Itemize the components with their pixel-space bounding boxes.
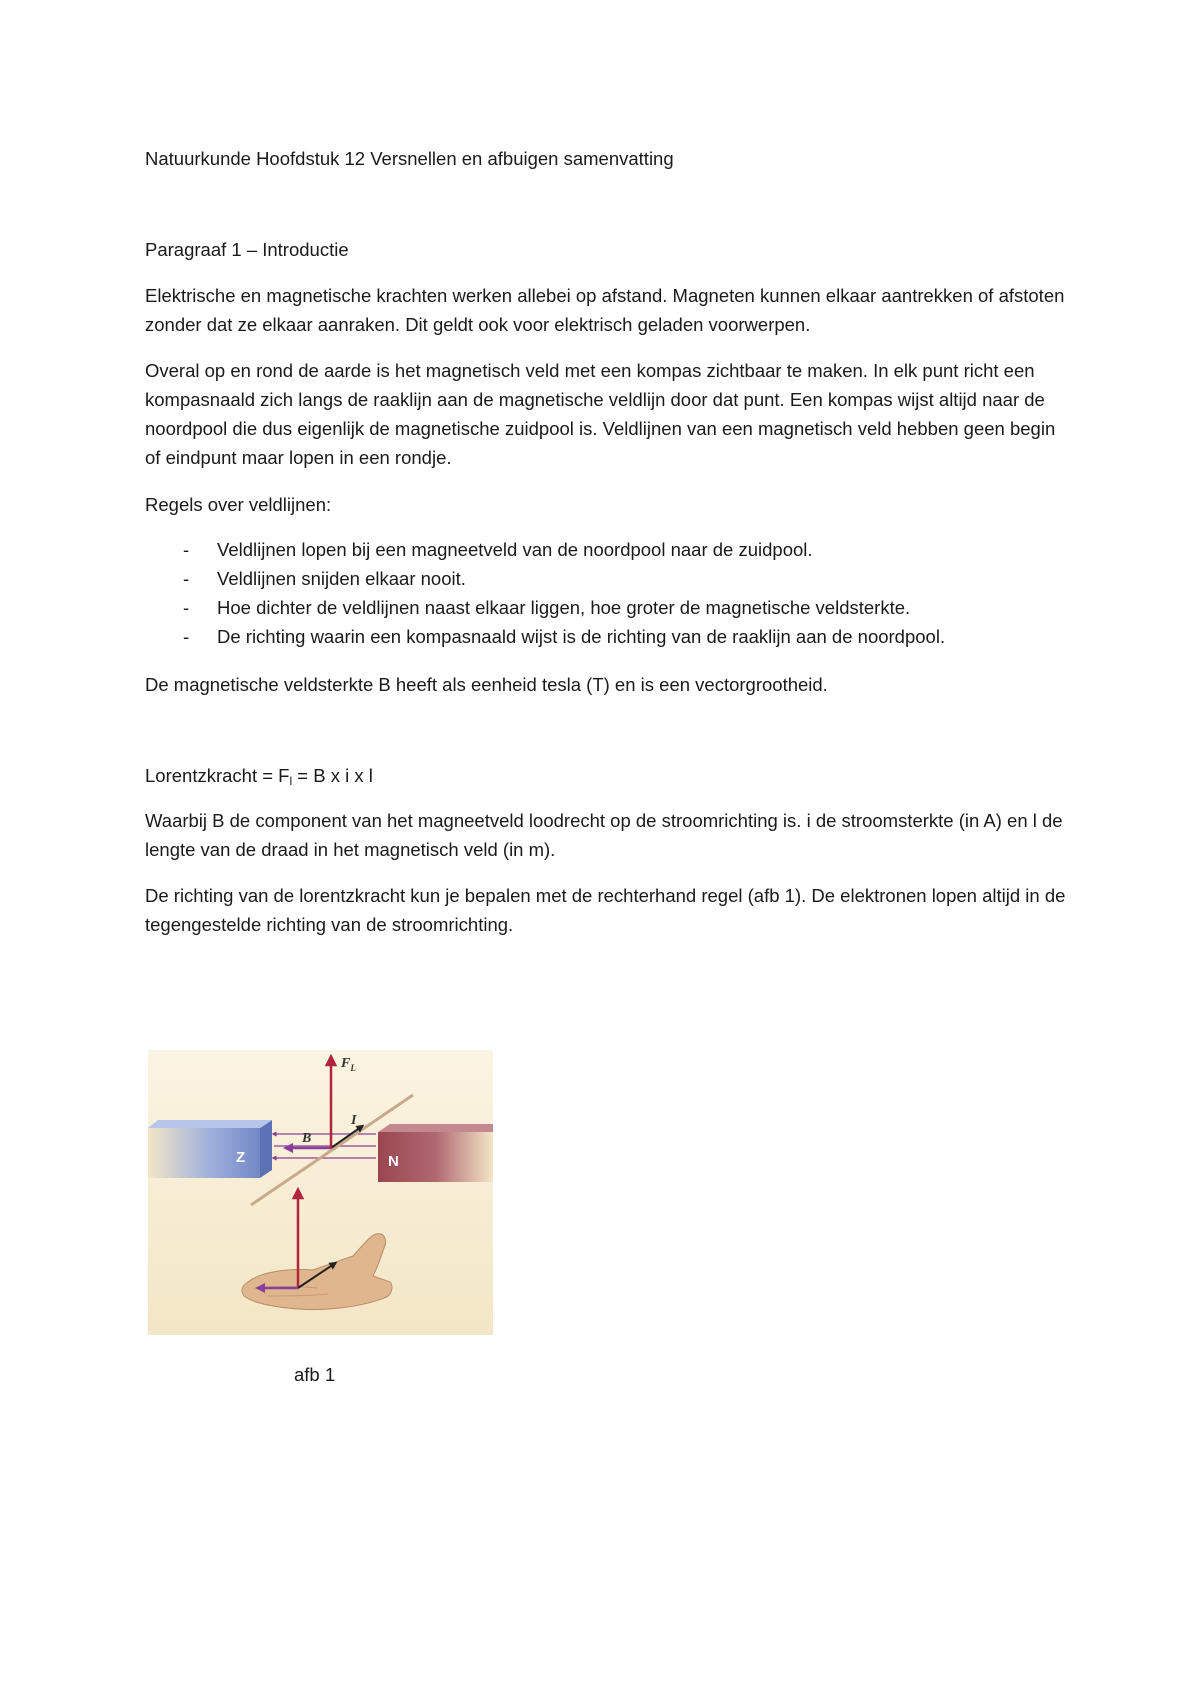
field-label: B [302,1131,312,1146]
list-bullet: - [183,568,190,589]
right-hand-rule-figure [148,1050,493,1335]
list-item-text: Veldlijnen snijden elkaar nooit. [217,568,466,589]
north-pole-label: N [388,1153,399,1170]
lorentz-formula [145,761,1075,790]
list-item-text: Veldlijnen lopen bij een magneetveld van de noordpool naar de zuidpool. [217,539,813,560]
paragraph-right-hand-rule: De richting van de lorentzkracht kun je bepalen met de rechterhand regel (afb 1). De elektronen lopen altijd in de tegengestelde richting van de stroomrichting. [145,885,1066,935]
south-pole-label: Z [236,1149,246,1166]
list-item [145,535,1075,564]
list-bullet: - [183,539,190,560]
list-item [145,593,1075,622]
rules-intro: Regels over veldlijnen: [145,494,332,515]
current-label: I [351,1113,357,1128]
formula-suffix: = B x i x l [292,765,373,786]
paragraph-forces-at-distance: Elektrische en magnetische krachten werken allebei op afstand. Magneten kunnen elkaar aantrekken of afstoten zonder dat ze elkaar aanraken. Dit geldt ook voor elektrisch geladen voorwerpen. [145,285,1065,335]
list-item-text: Hoe dichter de veldlijnen naast elkaar liggen, hoe groter de magnetische veldsterkte. [217,597,911,618]
formula-prefix: Lorentzkracht = F [145,765,290,786]
north-pole-magnet [378,1124,493,1182]
document-title: Natuurkunde Hoofdstuk 12 Versnellen en afbuigen samenvatting [145,148,674,169]
force-label-sub: L [350,1063,356,1073]
list-bullet: - [183,597,190,618]
paragraph-field-strength: De magnetische veldsterkte B heeft als eenheid tesla (T) en is een vectorgrootheid. [145,674,828,695]
section-heading: Paragraaf 1 – Introductie [145,239,349,260]
rules-list [145,535,1075,651]
list-bullet: - [183,626,190,647]
list-item [145,622,1075,651]
formula-subscript: l [289,774,293,788]
figure-caption: afb 1 [294,1364,336,1385]
list-item-text: De richting waarin een kompasnaald wijst is de richting van de raaklijn aan de noordpool. [217,626,946,647]
force-label-main: F [341,1056,351,1071]
paragraph-formula-explanation: Waarbij B de component van het magneetveld loodrecht op de stroomrichting is. i de stroomsterkte (in A) en l de lengte van de draad in het magnetisch veld (in m). [145,810,1063,860]
paragraph-magnetic-field: Overal op en rond de aarde is het magnetisch veld met een kompas zichtbaar te maken. In elk punt richt een kompasnaald zich langs de raaklijn aan de magnetische veldlijn door dat punt. Een kompas wijst altijd naar de noordpool die dus eigenlijk de magnetische zuidpool is. Veldlijnen van een magnetisch veld hebben geen begin of eindpunt maar lopen in een rondje. [145,360,1056,468]
list-item [145,564,1075,593]
south-pole-magnet [148,1120,272,1178]
